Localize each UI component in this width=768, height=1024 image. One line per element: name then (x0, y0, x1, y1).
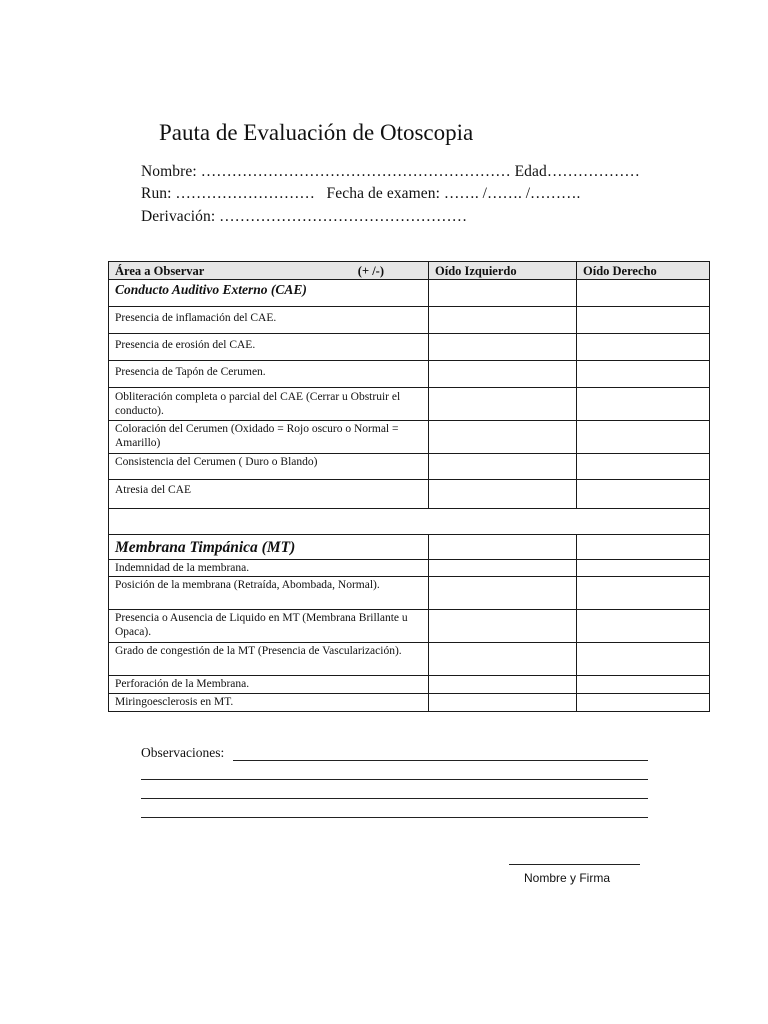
cell-left[interactable] (429, 388, 577, 421)
item-label: Posición de la membrana (Retraída, Abombada, Normal). (109, 577, 429, 610)
header-plusminus: (+ /-) (357, 264, 384, 278)
table-row (109, 676, 710, 694)
observaciones-label: Observaciones: (141, 745, 225, 760)
table-row (109, 577, 710, 610)
item-label: Presencia de erosión del CAE. (109, 334, 429, 361)
item-label: Miringoesclerosis en MT. (109, 694, 429, 712)
header-left-ear: Oído Izquierdo (429, 262, 577, 280)
run-field (141, 184, 580, 204)
signature-label: Nombre y Firma (524, 871, 611, 885)
table-row (109, 388, 710, 421)
cell-left[interactable] (429, 643, 577, 676)
evaluation-table (108, 261, 710, 712)
derivacion-label: Derivación: (141, 208, 216, 225)
cell-right[interactable] (577, 388, 710, 421)
derivacion-blank[interactable]: ………………………………………… (219, 208, 468, 225)
observaciones-line[interactable] (141, 798, 648, 799)
cell-right[interactable] (577, 307, 710, 334)
cell-left[interactable] (429, 535, 577, 560)
table-row (109, 421, 710, 454)
observaciones-line[interactable] (141, 817, 648, 818)
nombre-label: Nombre: (141, 163, 197, 180)
item-label: Obliteración completa o parcial del CAE (Cerrar u Obstruir el conducto). (109, 388, 429, 421)
cell-right[interactable] (577, 560, 710, 577)
item-label: Presencia o Ausencia de Liquido en MT (Membrana Brillante u Opaca). (109, 610, 429, 643)
cell-right[interactable] (577, 361, 710, 388)
item-label: Coloración del Cerumen (Oxidado = Rojo oscuro o Normal = Amarillo) (109, 421, 429, 454)
item-label: Presencia de Tapón de Cerumen. (109, 361, 429, 388)
item-label: Consistencia del Cerumen ( Duro o Blando) (109, 454, 429, 480)
cell-left[interactable] (429, 480, 577, 509)
run-label: Run: (141, 185, 172, 202)
cell-left[interactable] (429, 454, 577, 480)
cell-right[interactable] (577, 535, 710, 560)
spacer-row (109, 509, 710, 535)
cell-right[interactable] (577, 694, 710, 712)
table-row (109, 560, 710, 577)
table-row (109, 643, 710, 676)
derivacion-field (141, 207, 467, 227)
cell-right[interactable] (577, 577, 710, 610)
cell-left[interactable] (429, 307, 577, 334)
cell-right[interactable] (577, 280, 710, 307)
item-label: Atresia del CAE (109, 480, 429, 509)
section-title-cae: Conducto Auditivo Externo (CAE) (109, 280, 429, 307)
section-title-mt: Membrana Timpánica (MT) (109, 535, 429, 560)
cell-left[interactable] (429, 676, 577, 694)
spacer-cell (109, 509, 710, 535)
cell-left[interactable] (429, 361, 577, 388)
cell-left[interactable] (429, 421, 577, 454)
section-row-mt (109, 535, 710, 560)
header-right-ear: Oído Derecho (577, 262, 710, 280)
edad-blank[interactable]: ……………… (546, 163, 640, 180)
table-header-row (109, 262, 710, 280)
fecha-label: Fecha de examen: (326, 185, 441, 202)
cell-left[interactable] (429, 280, 577, 307)
observaciones-line[interactable] (141, 779, 648, 780)
item-label: Grado de congestión de la MT (Presencia de Vascularización). (109, 643, 429, 676)
table-row (109, 454, 710, 480)
nombre-field (141, 162, 640, 182)
document-title: Pauta de Evaluación de Otoscopia (159, 120, 474, 145)
section-row-cae (109, 280, 710, 307)
header-area-label: Área a Observar (115, 264, 205, 278)
table-row (109, 694, 710, 712)
table-row (109, 307, 710, 334)
observaciones-line[interactable] (233, 760, 648, 761)
cell-right[interactable] (577, 610, 710, 643)
item-label: Presencia de inflamación del CAE. (109, 307, 429, 334)
cell-right[interactable] (577, 480, 710, 509)
signature-line[interactable] (509, 864, 640, 865)
item-label: Indemnidad de la membrana. (109, 560, 429, 577)
table-row (109, 610, 710, 643)
cell-right[interactable] (577, 421, 710, 454)
edad-label: Edad (514, 163, 547, 180)
header-area (109, 262, 429, 280)
cell-left[interactable] (429, 610, 577, 643)
cell-right[interactable] (577, 676, 710, 694)
cell-right[interactable] (577, 454, 710, 480)
cell-left[interactable] (429, 334, 577, 361)
cell-left[interactable] (429, 577, 577, 610)
table-row (109, 480, 710, 509)
cell-right[interactable] (577, 334, 710, 361)
table-row (109, 334, 710, 361)
fecha-blank[interactable]: ……. /……. /………. (443, 185, 581, 202)
table-row (109, 361, 710, 388)
nombre-blank[interactable]: …………………………………………………… (200, 163, 511, 180)
item-label: Perforación de la Membrana. (109, 676, 429, 694)
cell-left[interactable] (429, 560, 577, 577)
cell-left[interactable] (429, 694, 577, 712)
cell-right[interactable] (577, 643, 710, 676)
run-blank[interactable]: ……………………… (175, 185, 315, 202)
